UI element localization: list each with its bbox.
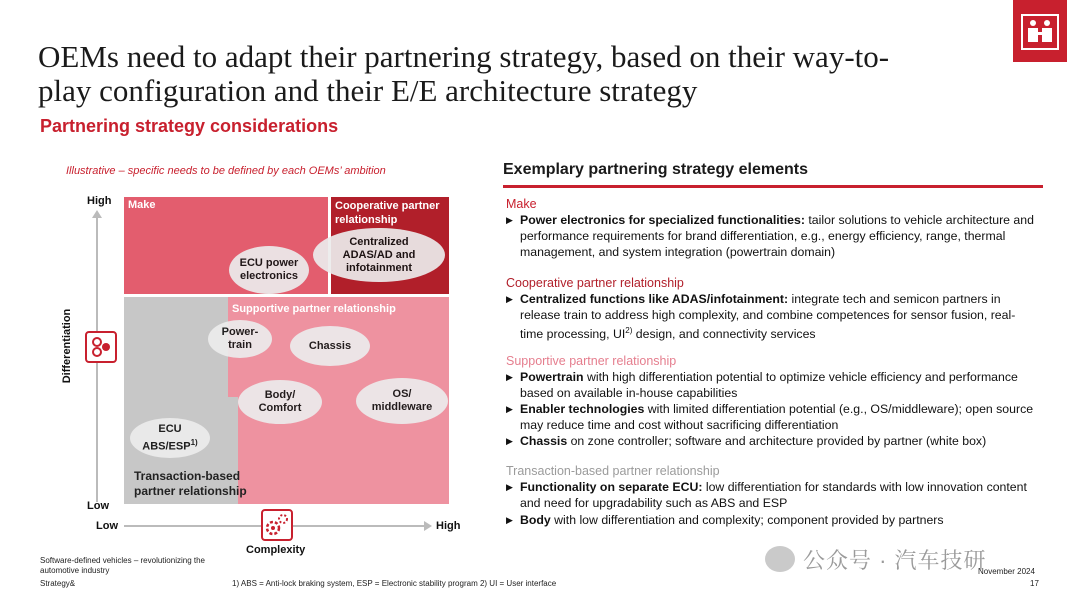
bubble-powertrain: Power-train	[208, 320, 272, 358]
section-make-heading: Make	[506, 197, 537, 211]
bubble-ecu-power: ECU power electronics	[229, 246, 309, 294]
bullet-item: ▶ Functionality on separate ECU: low differentiation for standards with low innovation content and need for upgradability such as ABS and ESP	[506, 480, 1027, 510]
bullet-item: ▶ Enabler technologies with limited differentiation potential (e.g., OS/middleware); open source may reduce time and cost without sacrificing differentiation	[506, 402, 1034, 432]
footer-date: November 2024	[978, 567, 1035, 576]
section-transaction-heading: Transaction-based partner relationship	[506, 464, 720, 478]
x-axis-label: Complexity	[246, 544, 306, 556]
y-axis-high: High	[87, 195, 112, 207]
x-axis-low: Low	[96, 520, 118, 532]
bullet-item: ▶ Body with low differentiation and complexity; component provided by partners	[506, 513, 944, 527]
footer-footnotes: 1) ABS = Anti-lock braking system, ESP = Electronic stability program 2) UI = User interface	[232, 579, 557, 588]
bullet-triangle-icon: ▶	[506, 482, 513, 492]
bullet-item: ▶ Powertrain with high differentiation potential to optimize vehicle efficiency and performance based on available in-house capabilities	[506, 370, 1018, 400]
page-number: 17	[1030, 579, 1039, 588]
footer-brand: Strategy&	[40, 579, 76, 588]
illustrative-note: Illustrative – specific needs to be defined by each OEMs’ ambition	[66, 165, 386, 177]
bubble-os: OS/ middleware	[356, 378, 448, 424]
elements-title: Exemplary partnering strategy elements	[503, 161, 809, 178]
title-rule	[503, 185, 1043, 188]
section-cooperative-heading: Cooperative partner relationship	[506, 276, 684, 290]
slide-subtitle: Partnering strategy considerations	[40, 116, 339, 136]
section-supportive-heading: Supportive partner relationship	[506, 354, 677, 368]
y-axis-low: Low	[87, 500, 109, 512]
bullet-triangle-icon: ▶	[506, 215, 513, 225]
bullet-item: ▶ Centralized functions like ADAS/infotainment: integrate tech and semicon partners in release train to address high complexity, and combine competences for sensor fusion, real-time processing, UI$^{2)}$ design, and connectivity services	[506, 292, 1016, 342]
brand-logo	[1013, 0, 1067, 62]
watermark: 公众号 · 汽车技研	[803, 548, 987, 573]
zone-supportive-label: Supportive partner relationship	[232, 303, 396, 315]
footer-doc-title: Software-defined vehicles – revolutionizing the automotive industry	[40, 556, 205, 575]
y-axis-label: Differentiation	[61, 308, 73, 384]
bullet-triangle-icon: ▶	[506, 515, 513, 525]
bullet-triangle-icon: ▶	[506, 404, 513, 414]
bullet-triangle-icon: ▶	[506, 372, 513, 382]
x-axis-high: High	[436, 520, 461, 532]
zone-cooperative-label: Cooperative partner relationship	[335, 200, 440, 226]
bubble-ecu-abs: ECU ABS/ESP$^{1)}$	[130, 418, 210, 458]
slide-title: OEMs need to adapt their partnering strategy, based on their way-to-play configuration and their E/E architecture strategy	[38, 39, 890, 108]
bullet-triangle-icon: ▶	[506, 436, 513, 446]
zone-make-label: Make	[128, 199, 156, 211]
bullet-triangle-icon: ▶	[506, 294, 513, 304]
bubble-chassis: Chassis	[290, 326, 370, 366]
zone-transaction-label: Transaction-based partner relationship	[134, 469, 247, 498]
bubble-body: Body/ Comfort	[238, 380, 322, 424]
target-icon	[84, 330, 118, 364]
bullet-item: ▶ Power electronics for specialized functionalities: tailor solutions to vehicle architecture and performance requirements for brand differentiation, e.g., energy efficiency, range, thermal management, and system integration (powertrain domain)	[506, 213, 1034, 259]
bubble-centralized: Centralized ADAS/AD and infotainment	[313, 228, 445, 282]
bullet-item: ▶ Chassis on zone controller; software and architecture provided by partner (white box)	[506, 434, 987, 448]
gears-icon	[260, 508, 294, 542]
wechat-icon	[765, 546, 795, 572]
